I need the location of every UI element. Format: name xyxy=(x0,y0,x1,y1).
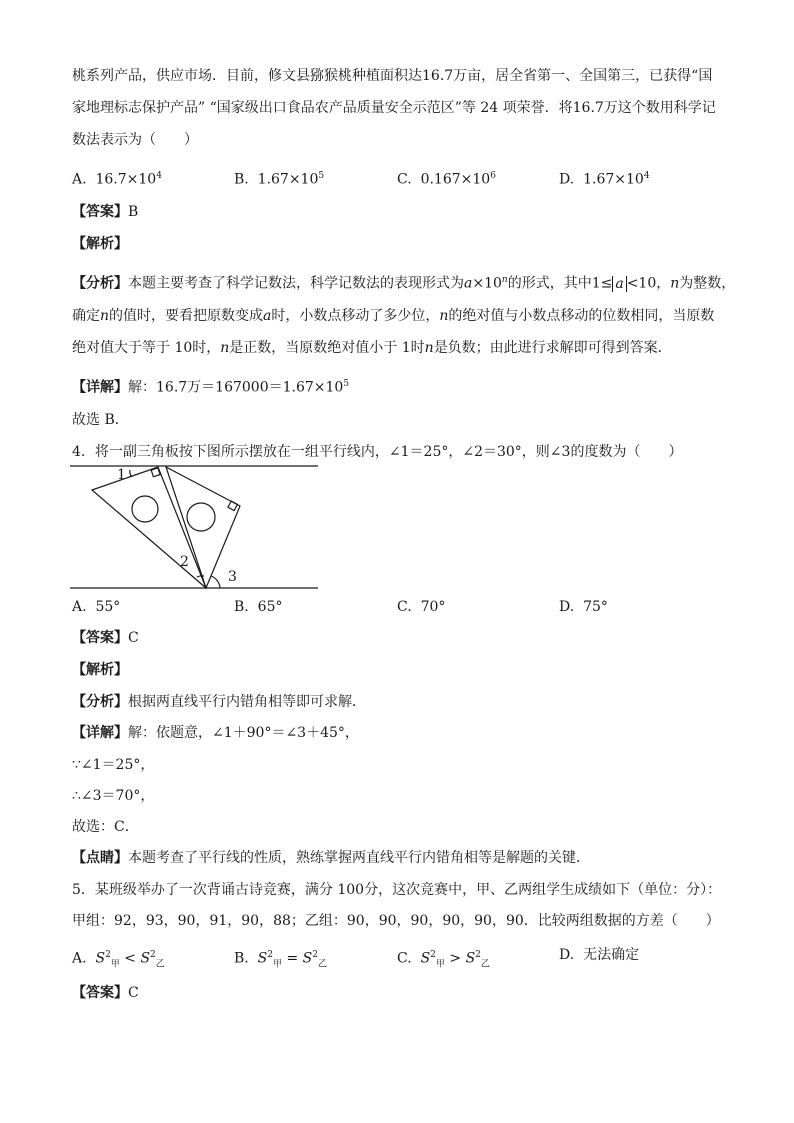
q3-fenxi-line-3: 绝对值大于等于 10时，n是正数，当原数绝对值小于 1时n是负数；由此进行求解即可得到答案． xyxy=(72,340,672,356)
q4-option-a: A. 55° xyxy=(72,599,121,615)
q5-option-d: D. 无法确定 xyxy=(559,947,640,963)
q3-fenxi-line-1: 【分析】本题主要考查了科学记数法，科学记数法的表现形式为$a\times 10^n$的形式，其中1≤ a <10，n为整数， xyxy=(72,275,736,292)
angle-label-3: 3 xyxy=(228,569,237,585)
angle-1-arc xyxy=(130,470,132,477)
q4-stem: 4．将一副三角板按下图所示摆放在一组平行线内，∠1＝25°，∠2＝30°，则∠3的度数为（ ） xyxy=(72,444,683,460)
q4-analysis-heading: 【解析】 xyxy=(72,662,128,678)
q4-figure-diagram xyxy=(70,462,322,594)
q3-stem-line-1: 桃系列产品，供应市场．目前，修文县猕猴桃种植面积达16.7万亩，居全省第一、全国第三，已获得“国 xyxy=(72,68,713,84)
q3-option-c: C. $0.167\times 10^6$ xyxy=(397,171,496,188)
q3-stem-line-3: 数法表示为（ ） xyxy=(72,132,198,148)
q3-analysis-heading: 【解析】 xyxy=(72,236,128,252)
right-angle-mark-right xyxy=(228,501,237,510)
q3-option-d: D. $1.67\times 10^4$ xyxy=(559,171,650,188)
q4-option-d: D. 75° xyxy=(559,599,608,615)
q4-step-2: ∴∠3＝70°， xyxy=(72,788,155,804)
circle-hole-left xyxy=(132,496,158,522)
answer-value: B xyxy=(128,204,139,220)
q3-conclusion: 故选 B． xyxy=(72,412,129,428)
q3-detail: 【详解】解：16.7万$=167000=1.67\times 10^5$ xyxy=(72,379,350,396)
q5-stem-line-2: 甲组：92，93，90，91，90，88；乙组：90，90，90，90，90，90．比较两组数据的方差（ ） xyxy=(72,913,720,929)
q5-option-c: C. $S^2_甲 > S^2_乙$ xyxy=(397,950,490,970)
q5-stem-line-1: 5．某班级举办了一次背诵古诗竞赛，满分 100分，这次竞赛中，甲、乙两组学生成绩如下（单位：分）： xyxy=(72,882,722,898)
q4-detail: 【详解】解：依题意，∠1＋90°＝∠3＋45°， xyxy=(72,725,359,741)
q4-answer: 【答案】C xyxy=(72,630,139,646)
answer-tag: 【答案】 xyxy=(72,204,128,220)
q5-option-a: A. $S^2_甲 < S^2_乙$ xyxy=(72,950,165,970)
q4-option-c: C. 70° xyxy=(397,599,446,615)
q3-option-a: A. $16.7\times 10^4$ xyxy=(72,171,162,188)
angle-2-arc xyxy=(197,576,204,577)
q4-conclusion: 故选：C． xyxy=(72,819,139,835)
q3-fenxi-line-2: 确定n的值时，要看把原数变成a时，小数点移动了多少位，n的绝对值与小数点移动的位数相同，当原数 xyxy=(72,308,715,324)
angle-label-1: 1 xyxy=(117,467,126,483)
q5-option-b: B. $S^2_甲 = S^2_乙$ xyxy=(234,950,327,970)
q4-step-1: ∵∠1＝25°， xyxy=(72,757,155,773)
right-angle-mark-left xyxy=(151,468,160,477)
q3-answer xyxy=(72,202,138,222)
q4-fenxi: 【分析】根据两直线平行内错角相等即可求解． xyxy=(72,694,366,710)
q3-stem-line-2: 家地理标志保护产品” “国家级出口食品农产品质量安全示范区”等 24 项荣誉．将16.7万这个数用科学记 xyxy=(72,100,716,116)
q4-option-b: B. 65° xyxy=(234,599,283,615)
angle-3-arc xyxy=(211,576,220,588)
q4-comment: 【点睛】本题考查了平行线的性质，熟练掌握两直线平行内错角相等是解题的关键． xyxy=(72,850,590,866)
angle-label-2: 2 xyxy=(180,554,189,570)
q3-option-b: B. $1.67\times 10^5$ xyxy=(234,171,325,188)
circle-hole-right xyxy=(187,503,215,531)
q5-answer: 【答案】C xyxy=(72,985,139,1001)
